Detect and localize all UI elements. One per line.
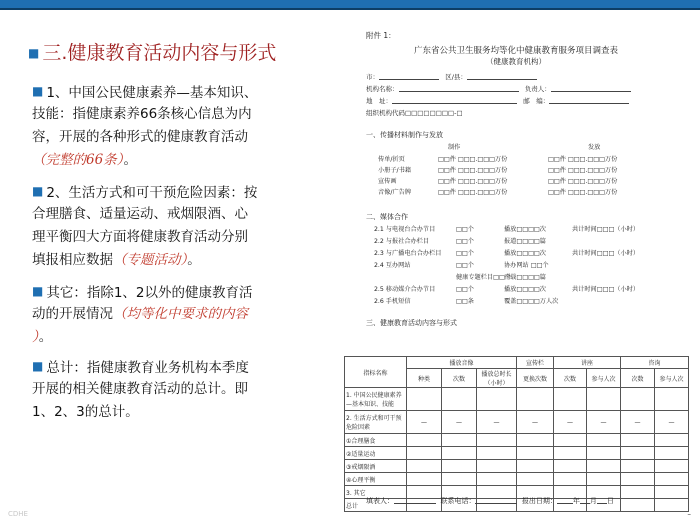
row-label: ①合理膳食 [345,434,407,447]
table-cell [407,473,442,486]
table-cell: — [407,411,442,434]
table-cell [621,447,655,460]
sign-day: 日 [606,497,614,505]
material-label: 传单/折页 [378,156,405,163]
table-cell: — [587,411,621,434]
body-text: 。 [187,252,201,268]
media-b: 播放□□□□次 [504,250,546,257]
paragraph-line [32,203,338,226]
material-row [378,154,678,164]
paragraph-lifestyle-risk [32,180,338,272]
table-cell: — [621,411,655,434]
table-cell [517,473,554,486]
media-label: 2.3 与广播电台合办栏目 [374,250,442,257]
col-make: 制作 [448,144,461,151]
table-cell [554,460,587,473]
table-cell [407,460,442,473]
row-label: 3. 其它 [345,486,407,499]
media-a: □□个 [456,286,474,293]
media-label: 2.1 与电视台合办节目 [374,226,436,233]
media-c: 共计时间□□□（小时） [572,226,640,233]
material-row [378,187,678,197]
material-row [378,176,678,186]
survey-form-image [338,14,694,514]
body-text: 其它：指除1、2以外的健康教育活 [46,285,253,301]
media-row [374,260,684,270]
group-lecture: 讲座 [554,357,621,369]
media-label: 2.5 移动媒介合办节目 [374,286,436,293]
row-label: 1. 中国公民健康素养—基本知识、技能 [345,388,407,411]
media-b: 覆盖□□□□万人次 [504,298,559,305]
material-label: 小册子/书籍 [378,167,412,174]
table-row [345,434,689,447]
table-cell: — [655,411,689,434]
field-row-org [366,84,631,93]
section2-heading: 二、媒体合作 [366,213,408,221]
sub-header: 次数 [554,369,587,388]
material-label: 音像/广告牌 [378,189,412,196]
table-cell [517,388,554,411]
body-text: 动的开展情况 [32,306,113,322]
table-cell [517,460,554,473]
paragraph-health-literacy [32,80,338,172]
table-cell [655,388,689,411]
group-consult: 咨询 [621,357,689,369]
bullet-icon: ■ [32,84,44,98]
media-a: 健康专题栏目□□个 [456,274,512,281]
media-b: 刊载□□□□篇 [504,274,546,281]
sub-header: 更换次数 [517,369,554,388]
table-cell: — [477,411,517,434]
media-row [374,224,684,234]
media-row [374,284,684,294]
sub-header: 种类 [407,369,442,388]
table-cell [442,434,477,447]
media-label: 2.6 手机短信 [374,298,411,305]
bullet-icon: ■ [32,184,44,198]
table-cell [587,447,621,460]
media-row [374,236,684,246]
table-cell [407,447,442,460]
media-c: 共计时间□□□（小时） [572,286,640,293]
sign-filler: 填表人： [366,497,394,505]
form-title: 广东省公共卫生服务均等化中健康教育服务项目调查表 [413,46,618,56]
table-cell [655,499,689,512]
table-row [345,411,689,434]
paragraph-line [32,149,338,172]
row-label: ③戒烟限酒 [345,460,407,473]
table-cell [517,447,554,460]
body-text: 技能：指健康素养66条核心信息为内 [32,106,252,122]
highlight-text: （专题活动） [113,252,188,268]
table-cell [407,388,442,411]
section1-heading: 一、传播材料制作与发放 [366,131,443,139]
slide-title-text: 三.健康教育活动内容与形式 [42,42,277,64]
table-cell [655,460,689,473]
sub-header: 参与人次 [655,369,689,388]
paragraph-line [32,355,338,378]
media-a: □□个 [456,250,474,257]
table-cell [477,460,517,473]
table-cell [587,473,621,486]
table-cell: — [442,411,477,434]
field-district: 区/县： [445,73,467,81]
table-cell [621,486,655,499]
paragraph-line [32,303,338,326]
row-label: ④心理平衡 [345,473,407,486]
paragraph-line [32,180,338,203]
paragraph-line [32,126,338,149]
table-cell [554,388,587,411]
material-make: □□件 □□□.□□□万份 [438,167,508,174]
material-make: □□件 □□□.□□□万份 [438,178,508,185]
media-a: □□个 [456,262,474,269]
sub-header: 次数 [442,369,477,388]
table-cell [655,434,689,447]
bullet-icon: ■ [28,46,40,60]
highlight-text: （完整的66条） [32,152,124,168]
annex-label: 附件 1： [366,31,396,40]
col-give: 发放 [588,144,601,151]
media-a: □□个 [456,238,474,245]
paragraph-line [32,226,338,249]
form-subtitle: （健康教育机构） [486,57,546,66]
body-text: 合理膳食、适量运动、戒烟限酒、心 [32,206,248,222]
media-a: □□条 [456,298,474,305]
table-cell: — [517,411,554,434]
table-cell [477,473,517,486]
field-row-address [366,96,629,105]
sign-phone: 联系电话： [440,497,476,505]
body-text: 填报相应数据 [32,252,113,268]
media-b: 播放□□□□次 [504,286,546,293]
sub-header: 参与人次 [587,369,621,388]
media-a: □□个 [456,226,474,233]
table-cell [621,388,655,411]
body-text: 容，开展的各种形式的健康教育活动 [32,129,248,145]
media-b: 报道□□□□篇 [504,238,546,245]
media-row [374,296,684,306]
field-postcode: 邮 编： [523,97,550,105]
field-address: 地 址： [366,97,392,105]
material-label: 宣传画 [378,178,397,185]
field-row-city [366,72,537,81]
media-c: 共计时间□□□（小时） [572,250,640,257]
table-cell [477,447,517,460]
sub-header: 播放总时长（小时） [477,369,517,388]
slide-title [28,38,348,65]
highlight-text: （均等化中要求的内容 [113,306,248,322]
table-cell [517,434,554,447]
footer-logo-text: CDHE [8,510,28,518]
activity-table [344,356,689,512]
field-leader: 负责人： [524,85,551,93]
paragraph-line [32,378,338,401]
group-av: 播放音像 [407,357,517,369]
table-cell [655,447,689,460]
table-cell [587,460,621,473]
table-cell [442,388,477,411]
material-give: □□件 □□□.□□□万份 [548,156,618,163]
body-text: 总计：指健康教育业务机构本季度 [46,360,249,376]
sign-month: 月 [589,497,597,505]
body-text: 2、生活方式和可干预危险因素：按 [46,185,258,201]
table-cell [621,434,655,447]
bullet-icon: ■ [32,359,44,373]
paragraph-line [32,249,338,272]
paragraph-line [32,326,338,349]
section3-heading: 三、健康教育活动内容与形式 [366,319,457,327]
paragraph-line [32,103,338,126]
table-cell [477,388,517,411]
paragraph-line [32,401,338,424]
table-row [345,460,689,473]
material-give: □□件 □□□.□□□万份 [548,189,618,196]
bullet-icon: ■ [32,284,44,298]
material-row [378,165,678,175]
sign-row [366,496,614,506]
row-label: 总计 [345,499,407,512]
paragraph-line [32,280,338,303]
media-b: 播放□□□□次 [504,226,546,233]
paragraph-line [32,80,338,103]
table-cell [587,434,621,447]
table-cell [587,388,621,411]
body-text: 。 [123,152,137,168]
body-text: 1、中国公民健康素养—基本知识、 [46,85,258,101]
col-indicator: 指标名称 [345,357,407,388]
sign-year: 年 [572,497,580,505]
table-row [345,388,689,411]
table-cell [655,486,689,499]
section1-header [378,142,678,152]
table-cell [621,473,655,486]
top-accent-line [0,8,700,10]
field-org-name: 机构名称： [366,85,399,93]
table-row [345,447,689,460]
row-label: 2. 生活方式和可干预危险因素 [345,411,407,434]
body-text: 理平衡四大方面将健康教育活动分别 [32,229,248,245]
material-give: □□件 □□□.□□□万份 [548,167,618,174]
row-label: ②适量运动 [345,447,407,460]
paragraph-other [32,280,338,349]
table-cell [442,473,477,486]
top-accent-bar [0,0,700,8]
media-label: 2.4 互办网站 [374,262,411,269]
table-cell [554,473,587,486]
table-cell [554,447,587,460]
highlight-text: ） [32,329,39,345]
table-cell [655,473,689,486]
table-cell [621,499,655,512]
table-cell [442,460,477,473]
body-text: 。 [38,329,53,345]
material-make: □□件 □□□.□□□万份 [438,156,508,163]
body-text: 开展的相关健康教育活动的总计。即 [32,381,248,397]
sign-date: 报出日期： [521,497,557,505]
sub-header: 次数 [621,369,655,388]
table-row [345,473,689,486]
material-give: □□件 □□□.□□□万份 [548,178,618,185]
table-cell [621,460,655,473]
table-cell [407,434,442,447]
table-cell [554,434,587,447]
paragraph-total [32,355,338,424]
table-cell [442,447,477,460]
media-label: 2.2 与报社合办栏目 [374,238,430,245]
media-b: 协办网站 □□个 [504,262,549,269]
media-row [374,248,684,258]
material-make: □□件 □□□.□□□万份 [438,189,508,196]
table-cell [477,434,517,447]
media-row [374,272,684,282]
field-city: 市： [366,73,379,81]
table-cell: — [554,411,587,434]
field-org-code: 组织机构代码□□□□□□□□-□ [366,109,463,117]
group-board: 宣传栏 [517,357,554,369]
body-text: 1、2、3的总计。 [32,404,139,420]
